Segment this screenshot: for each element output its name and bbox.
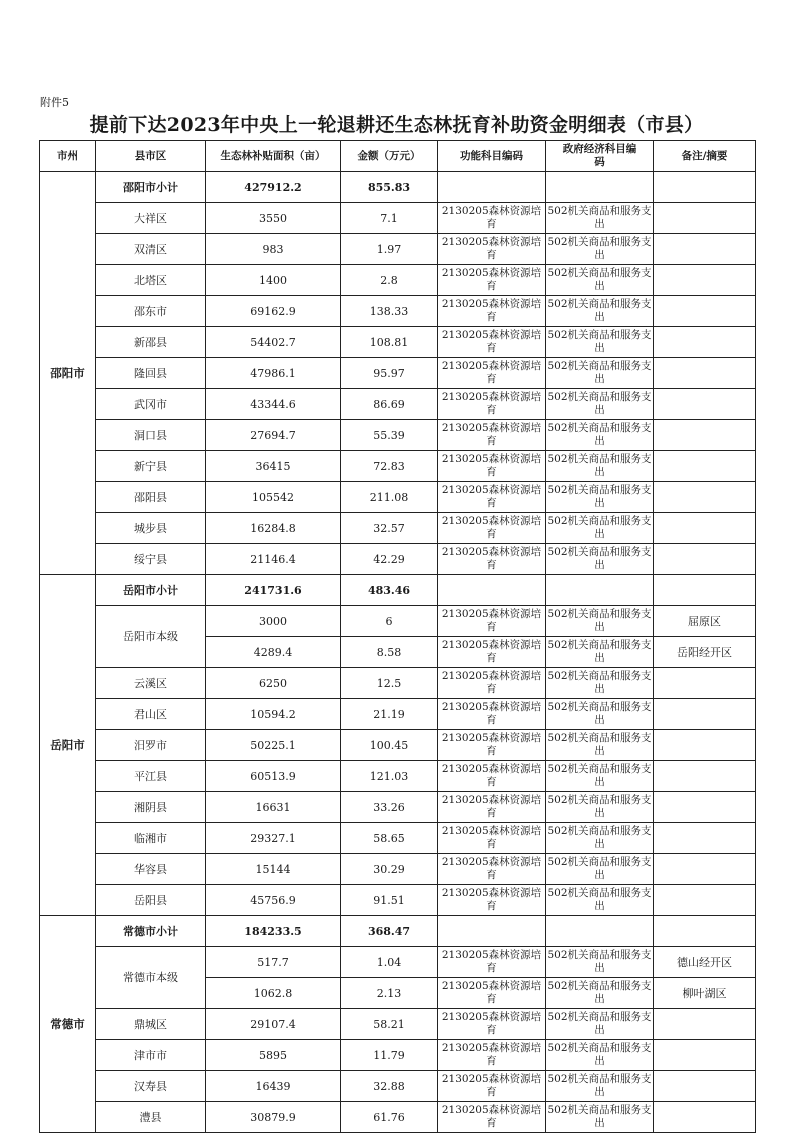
subtotal-label: 邵阳市小计 [96, 172, 206, 203]
func-code-cell: 2130205森林资源培育 [438, 265, 546, 296]
table-row [40, 606, 756, 637]
func-code-cell: 2130205森林资源培育 [438, 606, 546, 637]
func-code-cell: 2130205森林资源培育 [438, 296, 546, 327]
note-cell [654, 1009, 756, 1040]
func-code-cell: 2130205森林资源培育 [438, 358, 546, 389]
econ-code-cell: 502机关商品和服务支出 [546, 978, 654, 1009]
amount-cell: 72.83 [341, 451, 438, 482]
amount-cell: 2.8 [341, 265, 438, 296]
empty-cell [654, 575, 756, 606]
amount-cell: 42.29 [341, 544, 438, 575]
area-cell: 15144 [206, 854, 341, 885]
note-cell [654, 885, 756, 916]
county-cell: 云溪区 [96, 668, 206, 699]
table-row [40, 1071, 756, 1102]
func-code-cell: 2130205森林资源培育 [438, 885, 546, 916]
note-cell [654, 730, 756, 761]
econ-code-cell: 502机关商品和服务支出 [546, 544, 654, 575]
note-cell [654, 854, 756, 885]
note-cell [654, 823, 756, 854]
table-row [40, 947, 756, 978]
amount-cell: 7.1 [341, 203, 438, 234]
amount-cell: 11.79 [341, 1040, 438, 1071]
econ-code-cell: 502机关商品和服务支出 [546, 606, 654, 637]
city-cell: 常德市 [40, 916, 96, 1133]
table-row [40, 327, 756, 358]
area-cell: 983 [206, 234, 341, 265]
subsidy-table [39, 140, 756, 1133]
func-code-cell: 2130205森林资源培育 [438, 389, 546, 420]
func-code-cell: 2130205森林资源培育 [438, 1071, 546, 1102]
header-func-code: 功能科目编码 [438, 141, 546, 172]
note-cell [654, 792, 756, 823]
econ-code-cell: 502机关商品和服务支出 [546, 854, 654, 885]
county-cell: 津市市 [96, 1040, 206, 1071]
subtotal-area: 241731.6 [206, 575, 341, 606]
subtotal-area: 184233.5 [206, 916, 341, 947]
area-cell: 3000 [206, 606, 341, 637]
amount-cell: 30.29 [341, 854, 438, 885]
county-cell: 临湘市 [96, 823, 206, 854]
amount-cell: 86.69 [341, 389, 438, 420]
subtotal-amount: 368.47 [341, 916, 438, 947]
econ-code-cell: 502机关商品和服务支出 [546, 730, 654, 761]
city-cell: 岳阳市 [40, 575, 96, 916]
area-cell: 4289.4 [206, 637, 341, 668]
county-cell: 汉寿县 [96, 1071, 206, 1102]
econ-code-cell: 502机关商品和服务支出 [546, 451, 654, 482]
table-row [40, 513, 756, 544]
note-cell [654, 451, 756, 482]
func-code-cell: 2130205森林资源培育 [438, 234, 546, 265]
note-cell [654, 327, 756, 358]
attachment-label: 附件5 [40, 96, 69, 109]
note-cell: 屈原区 [654, 606, 756, 637]
note-cell [654, 482, 756, 513]
county-cell: 汨罗市 [96, 730, 206, 761]
func-code-cell: 2130205森林资源培育 [438, 668, 546, 699]
county-cell: 湘阴县 [96, 792, 206, 823]
econ-code-cell: 502机关商品和服务支出 [546, 420, 654, 451]
header-note: 备注/摘要 [654, 141, 756, 172]
table-row [40, 823, 756, 854]
func-code-cell: 2130205森林资源培育 [438, 482, 546, 513]
subtotal-area: 427912.2 [206, 172, 341, 203]
county-cell: 新邵县 [96, 327, 206, 358]
table-row [40, 730, 756, 761]
area-cell: 69162.9 [206, 296, 341, 327]
func-code-cell: 2130205森林资源培育 [438, 699, 546, 730]
note-cell [654, 420, 756, 451]
area-cell: 3550 [206, 203, 341, 234]
empty-cell [654, 916, 756, 947]
note-cell: 德山经开区 [654, 947, 756, 978]
amount-cell: 55.39 [341, 420, 438, 451]
empty-cell [438, 172, 546, 203]
func-code-cell: 2130205森林资源培育 [438, 978, 546, 1009]
func-code-cell: 2130205森林资源培育 [438, 420, 546, 451]
note-cell [654, 699, 756, 730]
econ-code-cell: 502机关商品和服务支出 [546, 296, 654, 327]
amount-cell: 32.88 [341, 1071, 438, 1102]
table-row [40, 1040, 756, 1071]
econ-code-cell: 502机关商品和服务支出 [546, 327, 654, 358]
table-body [40, 172, 756, 1133]
city-cell: 邵阳市 [40, 172, 96, 575]
empty-cell [546, 916, 654, 947]
econ-code-cell: 502机关商品和服务支出 [546, 699, 654, 730]
amount-cell: 1.04 [341, 947, 438, 978]
table-row [40, 296, 756, 327]
area-cell: 21146.4 [206, 544, 341, 575]
area-cell: 36415 [206, 451, 341, 482]
note-cell: 柳叶湖区 [654, 978, 756, 1009]
table-row [40, 761, 756, 792]
amount-cell: 2.13 [341, 978, 438, 1009]
econ-code-cell: 502机关商品和服务支出 [546, 947, 654, 978]
amount-cell: 32.57 [341, 513, 438, 544]
area-cell: 16631 [206, 792, 341, 823]
header-row [40, 141, 756, 172]
econ-code-cell: 502机关商品和服务支出 [546, 1071, 654, 1102]
empty-cell [438, 916, 546, 947]
econ-code-cell: 502机关商品和服务支出 [546, 389, 654, 420]
area-cell: 5895 [206, 1040, 341, 1071]
subtotal-amount: 483.46 [341, 575, 438, 606]
area-cell: 29327.1 [206, 823, 341, 854]
amount-cell: 21.19 [341, 699, 438, 730]
note-cell [654, 296, 756, 327]
amount-cell: 95.97 [341, 358, 438, 389]
note-cell [654, 1071, 756, 1102]
amount-cell: 12.5 [341, 668, 438, 699]
subtotal-label: 常德市小计 [96, 916, 206, 947]
table-row [40, 1102, 756, 1133]
county-cell: 绥宁县 [96, 544, 206, 575]
area-cell: 50225.1 [206, 730, 341, 761]
table-row [40, 792, 756, 823]
area-cell: 1400 [206, 265, 341, 296]
table-row [40, 544, 756, 575]
note-cell [654, 203, 756, 234]
note-cell [654, 513, 756, 544]
county-cell: 鼎城区 [96, 1009, 206, 1040]
func-code-cell: 2130205森林资源培育 [438, 637, 546, 668]
econ-code-cell: 502机关商品和服务支出 [546, 823, 654, 854]
amount-cell: 58.65 [341, 823, 438, 854]
func-code-cell: 2130205森林资源培育 [438, 1102, 546, 1133]
func-code-cell: 2130205森林资源培育 [438, 792, 546, 823]
note-cell [654, 761, 756, 792]
area-cell: 16284.8 [206, 513, 341, 544]
area-cell: 43344.6 [206, 389, 341, 420]
table-row [40, 420, 756, 451]
func-code-cell: 2130205森林资源培育 [438, 1040, 546, 1071]
table-row [40, 1009, 756, 1040]
table-row [40, 234, 756, 265]
table-row [40, 451, 756, 482]
area-cell: 517.7 [206, 947, 341, 978]
func-code-cell: 2130205森林资源培育 [438, 854, 546, 885]
county-cell: 岳阳县 [96, 885, 206, 916]
area-cell: 30879.9 [206, 1102, 341, 1133]
amount-cell: 1.97 [341, 234, 438, 265]
note-cell [654, 265, 756, 296]
econ-code-cell: 502机关商品和服务支出 [546, 668, 654, 699]
county-cell: 平江县 [96, 761, 206, 792]
table-row [40, 668, 756, 699]
amount-cell: 61.76 [341, 1102, 438, 1133]
document-title: 提前下达2023年中央上一轮退耕还生态林抚育补助资金明细表（市县） [89, 114, 704, 136]
table-row [40, 885, 756, 916]
econ-code-cell: 502机关商品和服务支出 [546, 885, 654, 916]
econ-code-cell: 502机关商品和服务支出 [546, 1040, 654, 1071]
func-code-cell: 2130205森林资源培育 [438, 327, 546, 358]
amount-cell: 58.21 [341, 1009, 438, 1040]
county-cell: 澧县 [96, 1102, 206, 1133]
amount-cell: 121.03 [341, 761, 438, 792]
amount-cell: 211.08 [341, 482, 438, 513]
table-row [40, 699, 756, 730]
func-code-cell: 2130205森林资源培育 [438, 203, 546, 234]
note-cell [654, 544, 756, 575]
econ-code-cell: 502机关商品和服务支出 [546, 234, 654, 265]
area-cell: 10594.2 [206, 699, 341, 730]
area-cell: 27694.7 [206, 420, 341, 451]
subtotal-label: 岳阳市小计 [96, 575, 206, 606]
area-cell: 47986.1 [206, 358, 341, 389]
note-cell [654, 1040, 756, 1071]
func-code-cell: 2130205森林资源培育 [438, 544, 546, 575]
county-cell: 武冈市 [96, 389, 206, 420]
empty-cell [654, 172, 756, 203]
county-cell: 华容县 [96, 854, 206, 885]
table-row [40, 482, 756, 513]
amount-cell: 100.45 [341, 730, 438, 761]
county-cell: 北塔区 [96, 265, 206, 296]
econ-code-cell: 502机关商品和服务支出 [546, 482, 654, 513]
county-cell: 邵阳县 [96, 482, 206, 513]
county-cell: 大祥区 [96, 203, 206, 234]
func-code-cell: 2130205森林资源培育 [438, 761, 546, 792]
econ-code-cell: 502机关商品和服务支出 [546, 792, 654, 823]
amount-cell: 33.26 [341, 792, 438, 823]
header-area: 生态林补贴面积（亩） [206, 141, 341, 172]
header-county: 县市区 [96, 141, 206, 172]
empty-cell [546, 172, 654, 203]
econ-code-cell: 502机关商品和服务支出 [546, 761, 654, 792]
area-cell: 1062.8 [206, 978, 341, 1009]
econ-code-cell: 502机关商品和服务支出 [546, 203, 654, 234]
table-row [40, 265, 756, 296]
note-cell [654, 1102, 756, 1133]
econ-code-cell: 502机关商品和服务支出 [546, 1102, 654, 1133]
subtotal-row [40, 916, 756, 947]
amount-cell: 6 [341, 606, 438, 637]
note-cell [654, 234, 756, 265]
county-cell: 岳阳市本级 [96, 606, 206, 668]
func-code-cell: 2130205森林资源培育 [438, 1009, 546, 1040]
area-cell: 54402.7 [206, 327, 341, 358]
area-cell: 6250 [206, 668, 341, 699]
area-cell: 29107.4 [206, 1009, 341, 1040]
amount-cell: 91.51 [341, 885, 438, 916]
table-row [40, 358, 756, 389]
header-econ-code: 政府经济科目编码 [546, 141, 654, 172]
func-code-cell: 2130205森林资源培育 [438, 451, 546, 482]
econ-code-cell: 502机关商品和服务支出 [546, 637, 654, 668]
area-cell: 16439 [206, 1071, 341, 1102]
note-cell [654, 668, 756, 699]
county-cell: 隆回县 [96, 358, 206, 389]
area-cell: 60513.9 [206, 761, 341, 792]
header-city: 市州 [40, 141, 96, 172]
subtotal-amount: 855.83 [341, 172, 438, 203]
econ-code-cell: 502机关商品和服务支出 [546, 358, 654, 389]
amount-cell: 108.81 [341, 327, 438, 358]
amount-cell: 8.58 [341, 637, 438, 668]
func-code-cell: 2130205森林资源培育 [438, 823, 546, 854]
table-row [40, 389, 756, 420]
county-cell: 双清区 [96, 234, 206, 265]
note-cell: 岳阳经开区 [654, 637, 756, 668]
county-cell: 常德市本级 [96, 947, 206, 1009]
county-cell: 城步县 [96, 513, 206, 544]
header-amount: 金额（万元） [341, 141, 438, 172]
table-row [40, 854, 756, 885]
table-row [40, 203, 756, 234]
subtotal-row [40, 172, 756, 203]
area-cell: 45756.9 [206, 885, 341, 916]
empty-cell [438, 575, 546, 606]
note-cell [654, 358, 756, 389]
subtotal-row [40, 575, 756, 606]
county-cell: 洞口县 [96, 420, 206, 451]
county-cell: 新宁县 [96, 451, 206, 482]
econ-code-cell: 502机关商品和服务支出 [546, 265, 654, 296]
note-cell [654, 389, 756, 420]
amount-cell: 138.33 [341, 296, 438, 327]
area-cell: 105542 [206, 482, 341, 513]
county-cell: 君山区 [96, 699, 206, 730]
county-cell: 邵东市 [96, 296, 206, 327]
econ-code-cell: 502机关商品和服务支出 [546, 1009, 654, 1040]
func-code-cell: 2130205森林资源培育 [438, 947, 546, 978]
func-code-cell: 2130205森林资源培育 [438, 730, 546, 761]
econ-code-cell: 502机关商品和服务支出 [546, 513, 654, 544]
func-code-cell: 2130205森林资源培育 [438, 513, 546, 544]
empty-cell [546, 575, 654, 606]
